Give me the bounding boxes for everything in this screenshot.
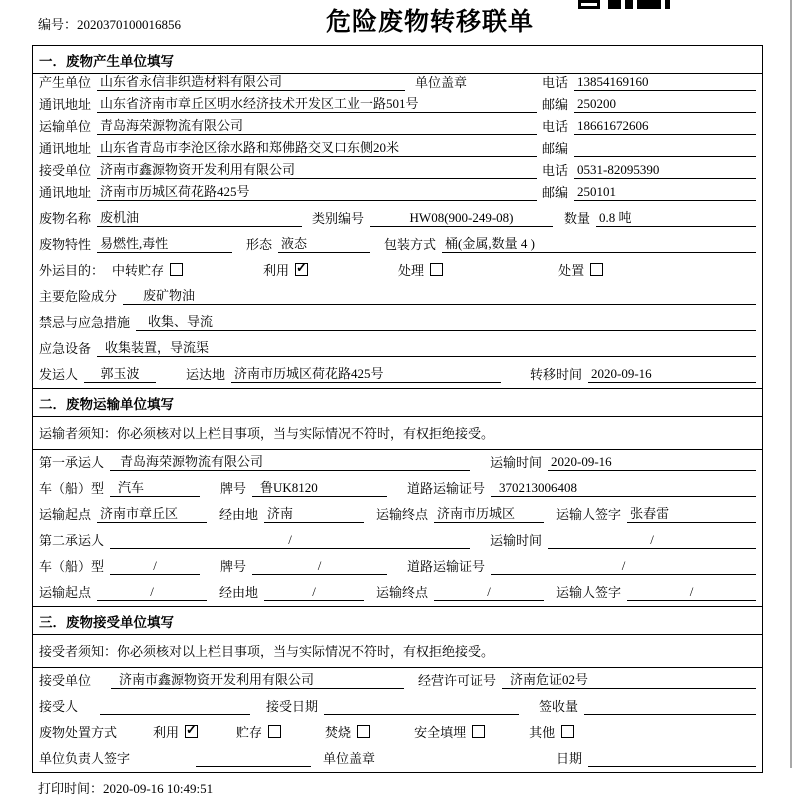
sign-date-label: 日期 [555,751,582,766]
permit1-value: 370213006408 [491,480,756,497]
receiving-unit-label: 接受单位 [39,673,92,688]
document-header [0,0,796,45]
plate1-label: 牌号 [220,481,247,496]
vehicle2-row [33,554,762,580]
disposal-other-checkbox [561,725,574,738]
emergency-value: 收集、导流 [136,311,756,331]
receiving-unit-row [33,668,762,694]
disposal-option-store [236,722,281,741]
purpose-option-reuse [263,260,308,279]
category-value: HW08(900-249-08) [370,210,553,227]
receiver-zip-label: 邮编 [541,185,568,200]
disposal-store-checkbox [268,725,281,738]
emergency-row [33,310,762,336]
purpose-dispose-checkbox [590,263,603,276]
shipper-value: 郭玉波 [84,363,156,383]
purpose-treat-label: 处理 [398,263,425,278]
receive-date-label: 接受日期 [266,699,319,714]
vehicle1-label: 车（船）型 [39,481,105,496]
disposal-option-reuse [153,722,198,741]
shipper-label: 发运人 [39,367,79,382]
disposal-reuse-label: 利用 [153,725,180,740]
disposal-reuse-checkbox [185,725,198,738]
destination-value: 济南市历城区荷花路425号 [231,363,501,383]
purpose-transfer-storage-label: 中转贮存 [112,263,165,278]
receiver-notice: 接受者须知：你必须核对以上栏目事项，当与实际情况不符时，有权拒绝接受。 [33,635,762,668]
carrier1-value: 青岛海荣源物流有限公司 [110,451,470,471]
section1-header: 一．废物产生单位填写 [33,46,762,74]
origin1-label: 运输起点 [39,507,92,522]
manifest-form [32,45,763,773]
qr-code-fragment [578,0,670,10]
purpose-label: 外运目的： [39,263,105,278]
disposal-label: 废物处置方式 [39,725,118,740]
origin2-label: 运输起点 [39,585,92,600]
disposal-option-landfill [414,722,485,741]
purpose-row [33,258,762,284]
waste-trait-row [33,232,762,258]
manager-sign-label: 单位负责人签字 [39,751,131,766]
manager-sign-row [33,746,762,772]
producer-address-value: 山东省济南市章丘区明水经济技术开发区工业一路501号 [97,93,537,113]
origin1-value: 济南市章丘区 [97,503,207,523]
producer-zip-value: 250200 [574,96,756,113]
via2-value: / [264,584,364,601]
transfer-date-value: 2020-09-16 [588,366,756,383]
quantity-label: 数量 [563,211,590,226]
receiver-zip-value: 250101 [574,184,756,201]
carrier2-row [33,528,762,554]
carrier2-label: 第二承运人 [39,533,105,548]
transporter-label: 运输单位 [39,119,92,134]
waste-trait-label: 废物特性 [39,237,92,252]
waste-name-label: 废物名称 [39,211,92,226]
emergency-label: 禁忌与应急措施 [39,315,131,330]
purpose-dispose-label: 处置 [558,263,585,278]
producer-value: 山东省永信非织造材料有限公司 [97,71,405,91]
shipper-row [33,362,762,388]
producer-zip-label: 邮编 [541,97,568,112]
form-value: 液态 [278,233,370,253]
plate1-value: 鲁UK8120 [252,477,387,497]
end2-value: / [434,584,544,601]
transporter-phone-label: 电话 [541,119,568,134]
purpose-option-treat [398,260,443,279]
permit2-label: 道路运输证号 [407,559,486,574]
amount-value [584,714,756,715]
waste-name-value: 废机油 [97,207,302,227]
receiver-address-label: 通讯地址 [39,185,92,200]
section3-header: 三．废物接受单位填写 [33,606,762,635]
receiving-unit-value: 济南市鑫源物资开发利用有限公司 [111,669,404,689]
page-title: 危险废物转移联单 [325,9,534,36]
amount-label: 签收量 [538,699,578,714]
recipient-row [33,694,762,720]
route2-row [33,580,762,606]
unit-seal-label: 单位盖章 [415,75,468,90]
destination-label: 运达地 [186,367,226,382]
recipient-label: 接受人 [39,699,79,714]
purpose-reuse-label: 利用 [263,263,290,278]
equipment-label: 应急设备 [39,341,92,356]
carrier2-time-value: / [548,532,756,549]
purpose-transfer-storage-checkbox [170,263,183,276]
plate2-value: / [252,558,387,575]
serial-value: 2020370100016856 [77,17,182,32]
carrier1-row [33,450,762,476]
hazard-value: 废矿物油 [123,285,756,305]
license-value: 济南危证02号 [502,669,756,689]
transporter-value: 青岛海荣源物流有限公司 [97,115,537,135]
transporter-phone-value: 18661672606 [574,118,756,135]
license-label: 经营许可证号 [418,673,497,688]
carrier1-time-label: 运输时间 [489,455,542,470]
print-time-value: 2020-09-16 10:49:51 [103,781,214,796]
producer-phone-value: 13854169160 [574,74,756,91]
carrier1-label: 第一承运人 [39,455,105,470]
via1-label: 经由地 [219,507,259,522]
print-time-label: 打印时间： [38,781,104,796]
end1-label: 运输终点 [376,507,429,522]
carrier1-time-value: 2020-09-16 [548,454,756,471]
serial-label: 编号： [38,17,78,32]
transfer-date-label: 转移时间 [529,367,582,382]
disposal-other-label: 其他 [529,725,556,740]
waste-name-row [33,206,762,232]
disposal-store-label: 贮存 [236,725,263,740]
section2-header: 二．废物运输单位填写 [33,388,762,417]
hazard-row [33,284,762,310]
sign-date-value [588,766,756,767]
transporter-notice: 运输者须知：你必须核对以上栏目事项，当与实际情况不符时，有权拒绝接受。 [33,417,762,450]
permit1-label: 道路运输证号 [407,481,486,496]
packing-label: 包装方式 [384,237,437,252]
vehicle2-label: 车（船）型 [39,559,105,574]
disposal-incinerate-checkbox [357,725,370,738]
producer-address-label: 通讯地址 [39,97,92,112]
permit2-value: / [491,558,756,575]
producer-phone-label: 电话 [541,75,568,90]
purpose-option-dispose [558,260,603,279]
carrier2-time-label: 运输时间 [489,533,542,548]
purpose-option-transfer-storage [112,260,183,279]
disposal-option-other [529,722,574,741]
end2-label: 运输终点 [376,585,429,600]
transporter-address-value: 山东省青岛市李沧区徐水路和郑佛路交叉口东侧20米 [97,137,537,157]
disposal-option-incinerate [325,722,370,741]
sign2-value: / [627,584,756,601]
receiver-label: 接受单位 [39,163,92,178]
receiver-value: 济南市鑫源物资开发利用有限公司 [97,159,537,179]
purpose-treat-checkbox [430,263,443,276]
manager-sign-value [196,766,311,767]
vehicle1-value: 汽车 [110,477,200,497]
packing-value: 桶(金属,数量 4 ) [442,233,756,253]
equipment-value: 收集装置，导流渠 [97,337,756,357]
carrier2-value: / [110,532,470,549]
print-time [38,778,796,797]
sign1-label: 运输人签字 [556,507,622,522]
receive-date-value [324,714,519,715]
receiver-phone-value: 0531-82095390 [574,162,756,179]
receiver-phone-label: 电话 [541,163,568,178]
disposal-landfill-label: 安全填埋 [414,725,467,740]
transporter-address-label: 通讯地址 [39,141,92,156]
vehicle1-row [33,476,762,502]
disposal-landfill-checkbox [472,725,485,738]
sign2-label: 运输人签字 [556,585,622,600]
transporter-zip-value [574,156,756,157]
sign1-value: 张春雷 [627,503,756,523]
recipient-value [100,714,250,715]
form-label: 形态 [246,237,273,252]
category-label: 类别编号 [312,211,365,226]
receiver-seal-label: 单位盖章 [323,751,376,766]
page-edge [790,0,792,768]
equipment-row [33,336,762,362]
purpose-reuse-checkbox [295,263,308,276]
receiver-address-row [33,184,762,206]
origin2-value: / [97,584,207,601]
end1-value: 济南市历城区 [434,503,544,523]
via1-value: 济南 [264,503,364,523]
producer-label: 产生单位 [39,75,92,90]
transporter-zip-label: 邮编 [541,141,568,156]
plate2-label: 牌号 [220,559,247,574]
hazard-label: 主要危险成分 [39,289,118,304]
receiver-address-value: 济南市历城区荷花路425号 [97,181,537,201]
vehicle2-value: / [110,558,200,575]
disposal-incinerate-label: 焚烧 [325,725,352,740]
quantity-value: 0.8 吨 [596,207,756,227]
waste-trait-value: 易燃性,毒性 [97,233,232,253]
via2-label: 经由地 [219,585,259,600]
route1-row [33,502,762,528]
disposal-row [33,720,762,746]
